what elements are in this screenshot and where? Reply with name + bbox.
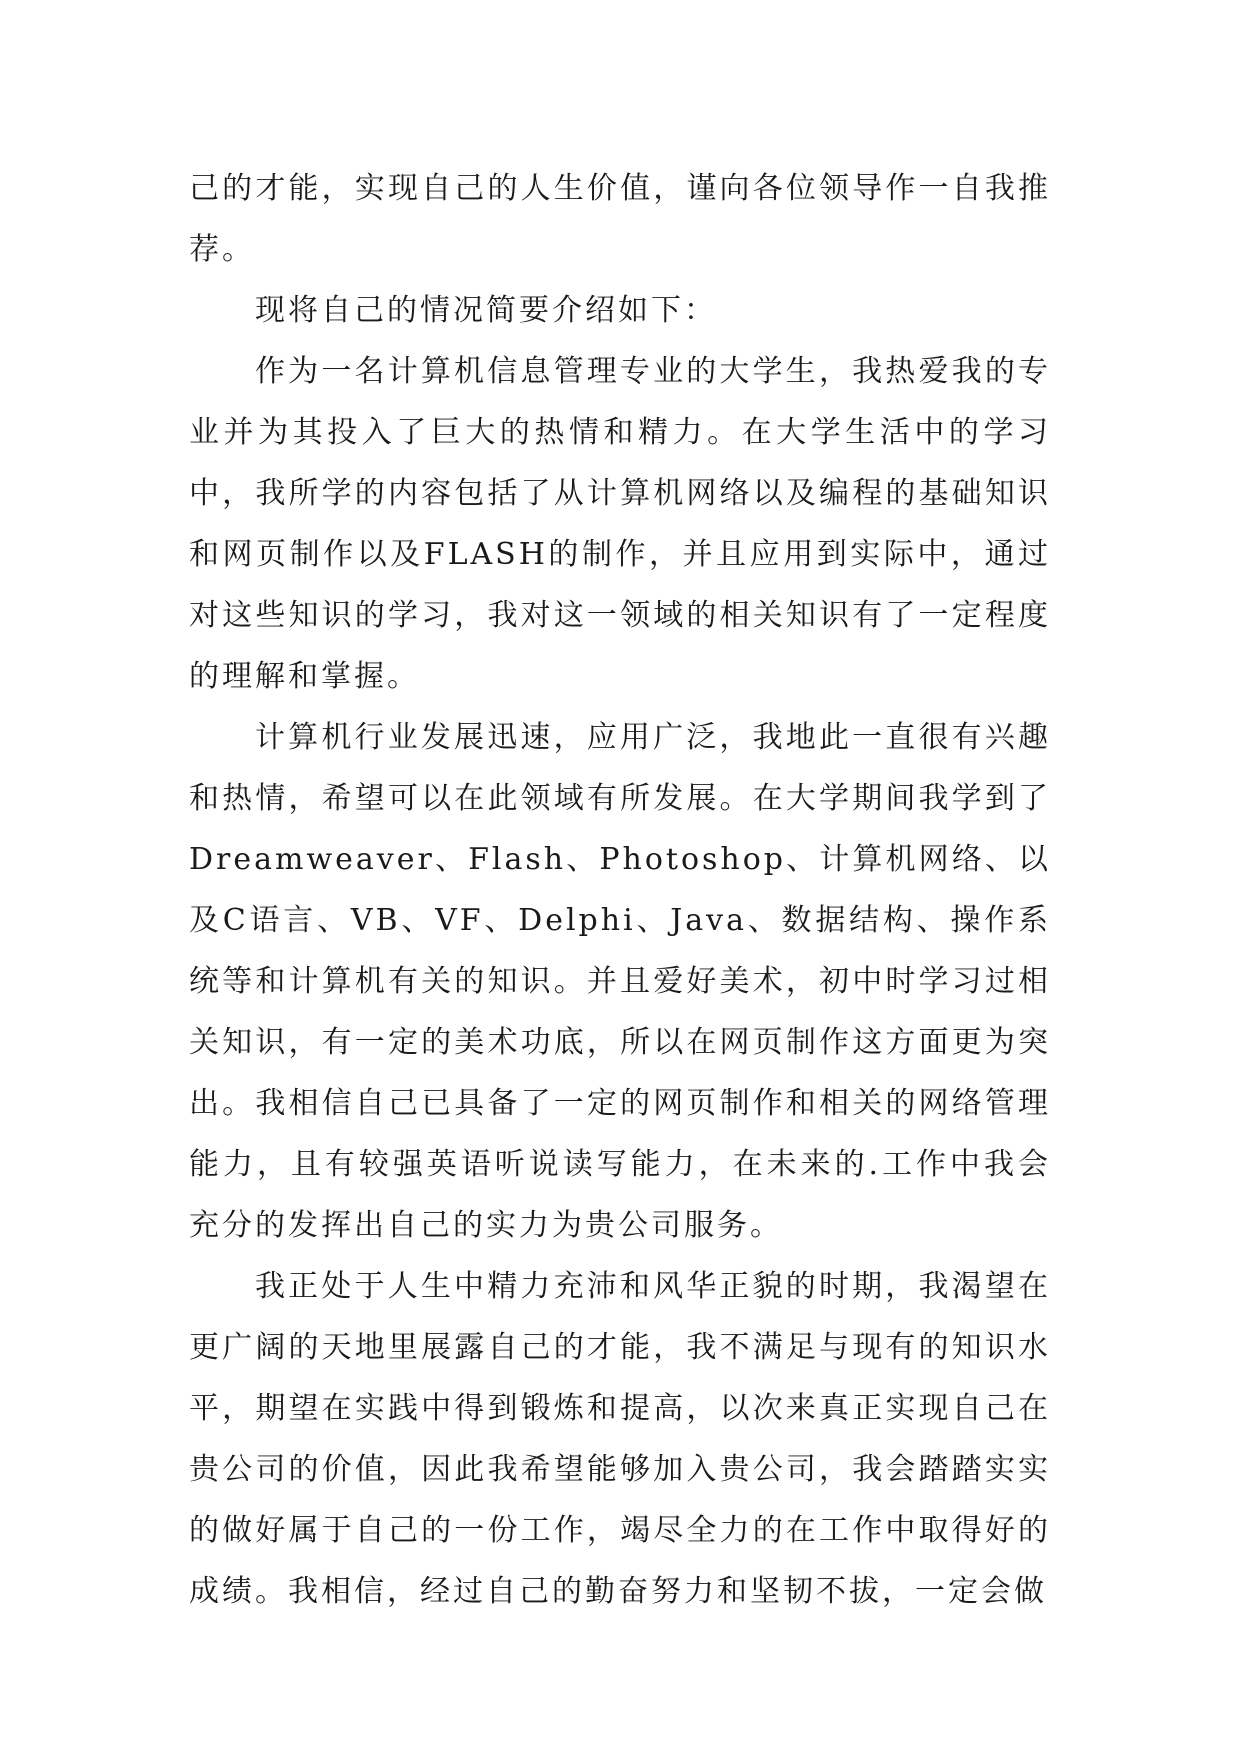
- paragraph-self-recommendation-end: 己的才能，实现自己的人生价值，谨向各位领导作一自我推荐。: [189, 171, 1051, 267]
- paragraph-major-study: 作为一名计算机信息管理专业的大学生，我热爱我的专业并为其投入了巨大的热情和精力。在大学生活中的学习中，我所学的内容包括了从计算机网络以及编程的基础知识和网页制作以及FLASH的制作，并且应用到实际中，通过对这些知识的学习，我对这一领域的相关知识有了一定程度的理解和掌握。: [189, 354, 1051, 694]
- paragraph-aspiration: 我正处于人生中精力充沛和风华正貌的时期，我渴望在更广阔的天地里展露自己的才能，我不满足与现有的知识水平，期望在实践中得到锻炼和提高，以次来真正实现自己在贵公司的价值，因此我希望能够加入贵公司，我会踏踏实实的做好属于自己的一份工作，竭尽全力的在工作中取得好的成绩。我相信，经过自己的勤奋努力和坚韧不拔，一定会做: [189, 1269, 1051, 1609]
- paragraph-introduction: 现将自己的情况简要介绍如下：: [255, 293, 717, 328]
- letter-body: [189, 158, 1051, 1622]
- paragraph-skills: 计算机行业发展迅速，应用广泛，我地此一直很有兴趣和热情，希望可以在此领域有所发展。在大学期间我学到了Dreamweaver、Flash、Photoshop、计算机网络、以及C语言、VB、VF、Delphi、Java、数据结构、操作系统等和计算机有关的知识。并且爱好美术，初中时学习过相关知识，有一定的美术功底，所以在网页制作这方面更为突出。我相信自己已具备了一定的网页制作和相关的网络管理能力，且有较强英语听说读写能力，在未来的.工作中我会充分的发挥出自己的实力为贵公司服务。: [189, 720, 1051, 1243]
